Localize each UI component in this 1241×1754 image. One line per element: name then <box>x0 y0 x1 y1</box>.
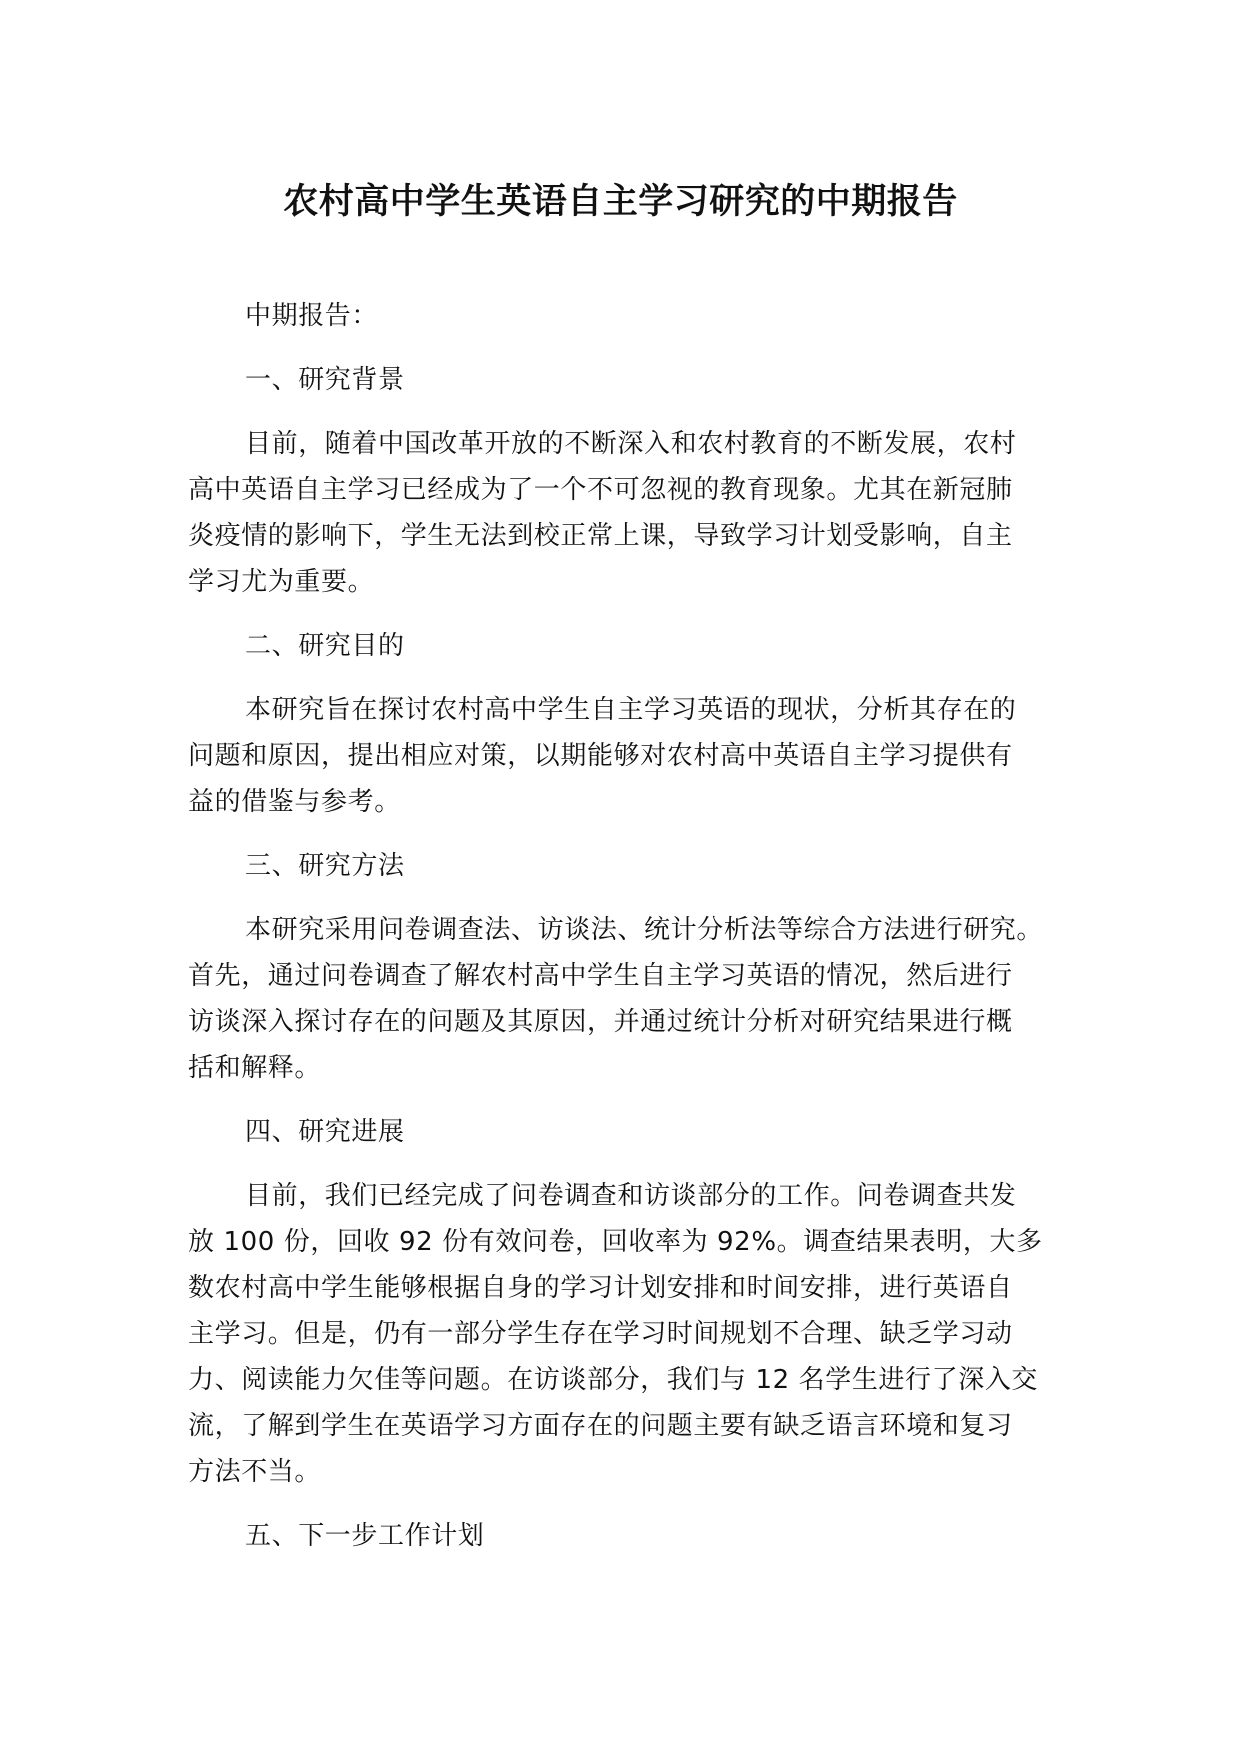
paragraph-line: 高中英语自主学习已经成为了一个不可忽视的教育现象。尤其在新冠肺 <box>188 475 1013 505</box>
spacer <box>188 403 1043 421</box>
paragraph-line: 本研究采用问卷调查法、访谈法、统计分析法等综合方法进行研究。 <box>245 915 1044 945</box>
spacer <box>188 1091 1043 1109</box>
section-paragraph-progress <box>188 1173 1043 1495</box>
spacer <box>188 1495 1043 1513</box>
section-heading-background: 一、研究背景 <box>245 365 405 395</box>
section-paragraph-background <box>188 421 1043 605</box>
paragraph-line: 力、阅读能力欠佳等问题。在访谈部分，我们与 12 名学生进行了深入交 <box>188 1365 1039 1395</box>
spacer <box>188 825 1043 843</box>
paragraph-line: 益的借鉴与参考。 <box>188 787 401 817</box>
paragraph-line: 学习尤为重要。 <box>188 567 375 597</box>
section-heading-next-plan: 五、下一步工作计划 <box>245 1521 485 1551</box>
spacer <box>188 339 1043 357</box>
section-heading-progress: 四、研究进展 <box>245 1117 405 1147</box>
paragraph-line: 主学习。但是，仍有一部分学生存在学习时间规划不合理、缺乏学习动 <box>188 1319 1013 1349</box>
paragraph-line: 访谈深入探讨存在的问题及其原因，并通过统计分析对研究结果进行概 <box>188 1007 1013 1037</box>
document-body <box>188 293 1043 1559</box>
section-paragraph-method <box>188 907 1043 1091</box>
section-heading-purpose: 二、研究目的 <box>245 631 405 661</box>
spacer <box>188 1155 1043 1173</box>
paragraph-line: 首先，通过问卷调查了解农村高中学生自主学习英语的情况，然后进行 <box>188 961 1013 991</box>
paragraph-line: 本研究旨在探讨农村高中学生自主学习英语的现状，分析其存在的 <box>245 695 1017 725</box>
paragraph-line: 目前，随着中国改革开放的不断深入和农村教育的不断发展，农村 <box>245 429 1017 459</box>
paragraph-line: 方法不当。 <box>188 1457 322 1487</box>
paragraph-line: 括和解释。 <box>188 1053 322 1083</box>
paragraph-line: 放 100 份，回收 92 份有效问卷，回收率为 92%。调查结果表明，大多 <box>188 1227 1043 1257</box>
spacer <box>188 889 1043 907</box>
document-title: 农村高中学生英语自主学习研究的中期报告 <box>283 182 958 222</box>
paragraph-line: 问题和原因，提出相应对策，以期能够对农村高中英语自主学习提供有 <box>188 741 1013 771</box>
section-heading-method: 三、研究方法 <box>245 851 405 881</box>
paragraph-line: 炎疫情的影响下，学生无法到校正常上课，导致学习计划受影响，自主 <box>188 521 1013 551</box>
spacer <box>188 669 1043 687</box>
section-paragraph-purpose <box>188 687 1043 825</box>
paragraph-line: 目前，我们已经完成了问卷调查和访谈部分的工作。问卷调查共发 <box>245 1181 1017 1211</box>
paragraph-line: 数农村高中学生能够根据自身的学习计划安排和时间安排，进行英语自 <box>188 1273 1013 1303</box>
paragraph-line: 流，了解到学生在英语学习方面存在的问题主要有缺乏语言环境和复习 <box>188 1411 1013 1441</box>
spacer <box>188 605 1043 623</box>
intro-label: 中期报告： <box>245 301 379 331</box>
